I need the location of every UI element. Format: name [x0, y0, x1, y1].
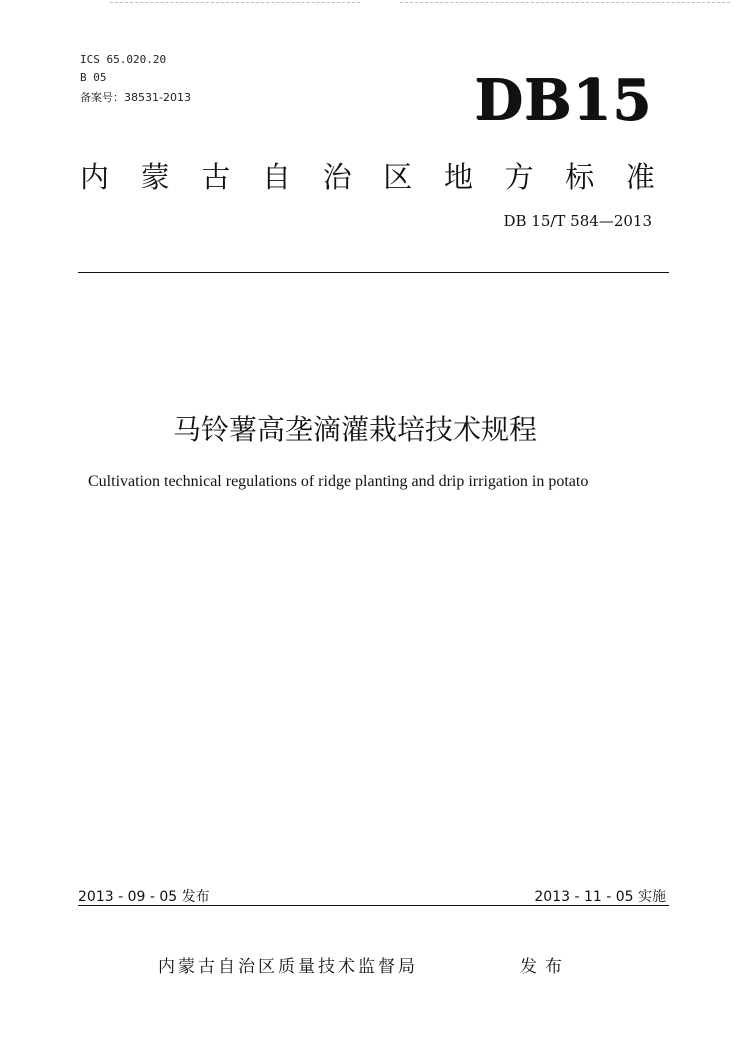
title-chinese: 马铃薯高垄滴灌栽培技术规程	[172, 413, 537, 446]
standard-type-char: 地	[443, 160, 473, 194]
implementation-date: 2013 - 11 - 05 实施	[534, 889, 666, 905]
issuer-name: 内蒙古自治区质量技术监督局	[158, 957, 418, 977]
standard-type-char: 蒙	[140, 160, 170, 194]
db15-logo: DB15	[474, 67, 652, 133]
standard-type-char: 准	[625, 160, 655, 194]
header-divider	[78, 272, 669, 273]
standard-type-char: 自	[261, 160, 291, 194]
footer-divider	[78, 905, 669, 906]
ics-code: ICS 65.020.20	[80, 53, 167, 66]
standard-type-char: 方	[504, 160, 534, 194]
title-english: Cultivation technical regulations of ridge planting and drip irrigation in potato	[88, 473, 589, 490]
standard-type-char: 治	[322, 160, 352, 194]
ccs-code: B 05	[80, 71, 107, 84]
standard-number: DB 15/T 584—2013	[503, 212, 652, 230]
record-number: 备案号：38531-2013	[80, 91, 191, 104]
standard-type-char: 内	[80, 160, 110, 194]
standard-type-heading	[80, 155, 655, 196]
scan-artifact-top	[110, 2, 360, 3]
issuer-action: 发布	[520, 957, 570, 977]
standard-type-char: 标	[565, 160, 595, 194]
standard-type-char: 区	[383, 160, 413, 194]
issue-date: 2013 - 09 - 05 发布	[78, 889, 210, 905]
scan-artifact-top-right	[400, 2, 730, 3]
standard-type-char: 古	[201, 160, 231, 194]
